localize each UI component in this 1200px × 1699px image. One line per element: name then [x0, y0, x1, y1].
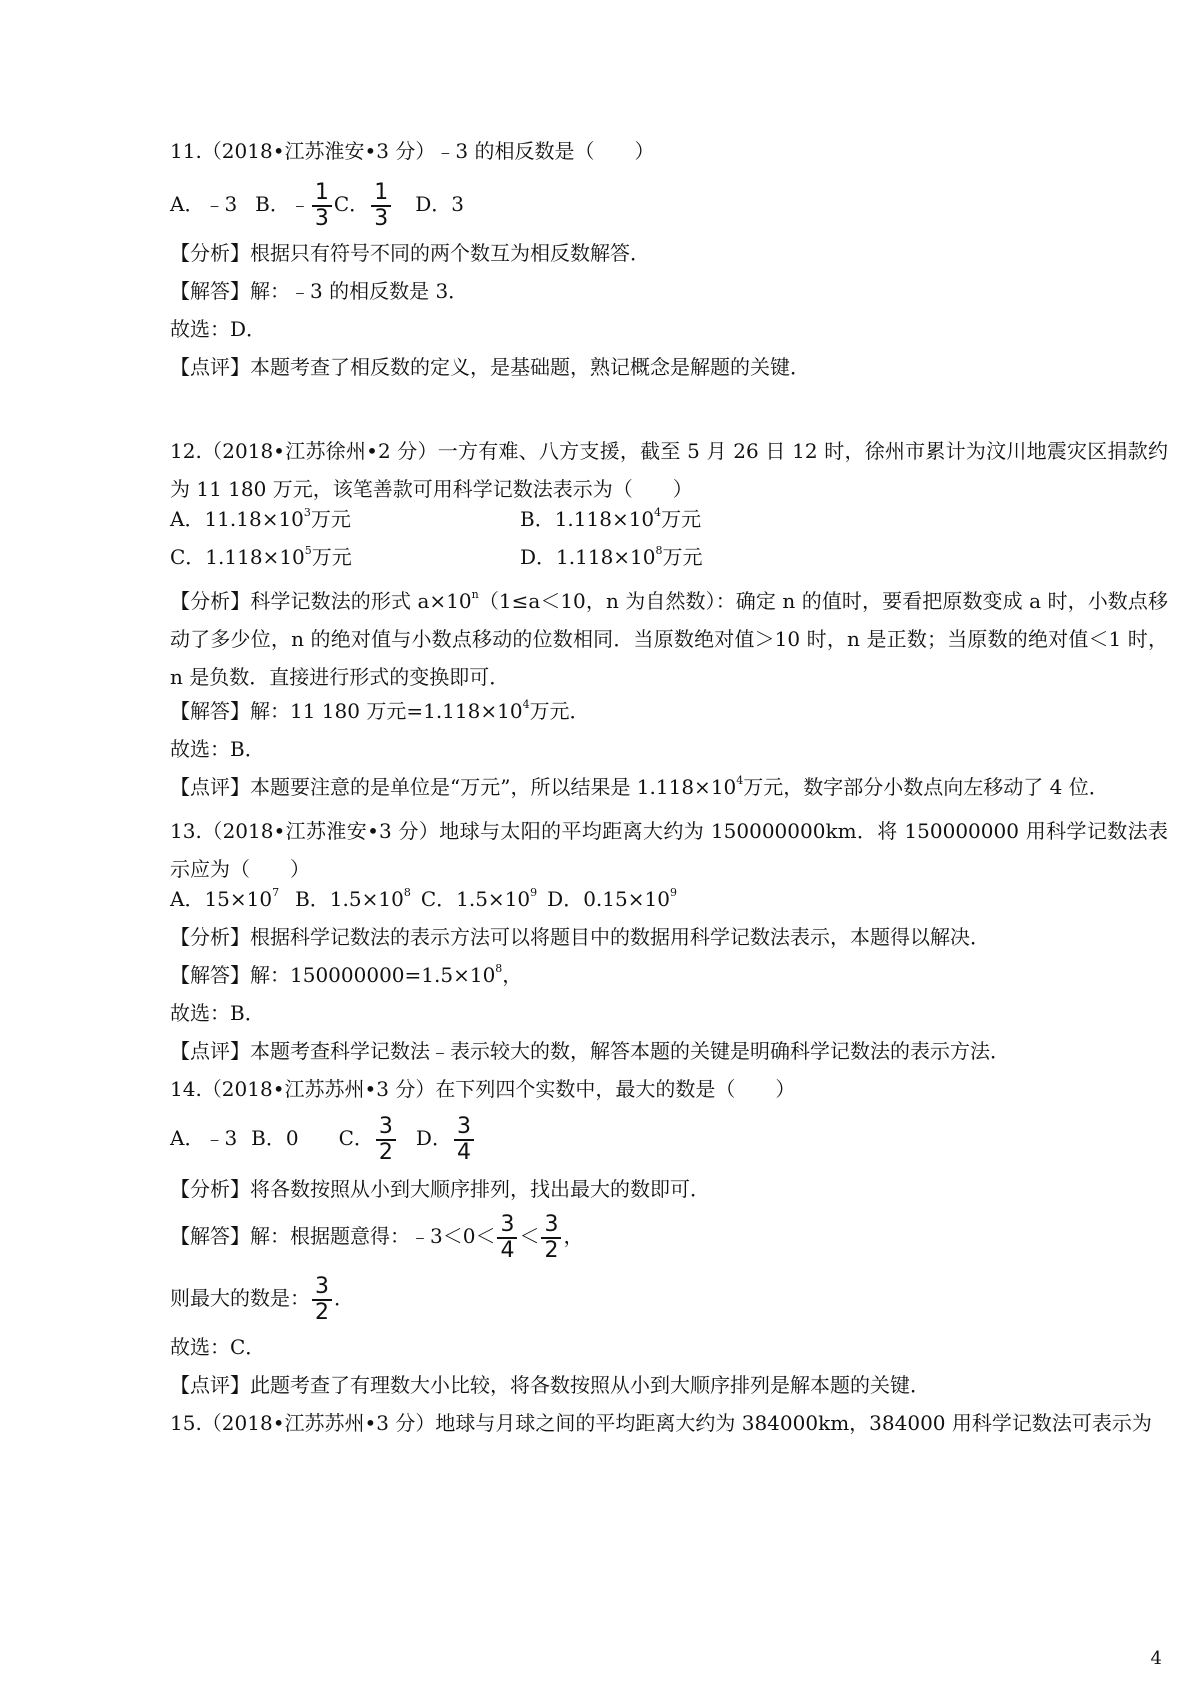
q14-answer-fraction-1: [497, 1213, 517, 1263]
fraction-numerator: 3: [541, 1213, 561, 1239]
fraction-numerator: 3: [497, 1213, 517, 1239]
q14-option-d-label: D．: [415, 1126, 452, 1150]
q13-option-a: A．$15\times 10^7$: [170, 886, 280, 911]
q14-option-c-fraction: [376, 1115, 396, 1165]
q12-stem: 12.（2018•江苏徐州•2 分）一方有难、八方支援，截至 5 月 26 日 12 时，徐州市累计为汶川地震灾区捐款约为 11 180 万元，该笔善款可用科学记数法表示为（ ）: [170, 439, 1168, 501]
fraction-denominator: 2: [315, 1299, 329, 1325]
q13-option-d: D．$0.15\times 10^9$: [547, 886, 677, 911]
q14-choice: 故选：C．: [170, 1335, 266, 1359]
q14-option-b: B．0: [251, 1126, 299, 1150]
q12-option-d: D．$1.118\times 10^8$万元: [520, 544, 703, 569]
q11-analysis: 【分析】根据只有符号不同的两个数互为相反数解答．: [170, 241, 650, 265]
q12-option-a: A．$11.18\times 10^3$万元: [170, 506, 351, 531]
fraction-numerator: 1: [312, 181, 332, 207]
q11-option-d: D．3: [415, 192, 464, 216]
q12-options-row2: [170, 544, 1168, 570]
q11-stem: 11.（2018•江苏淮安•3 分）﹣3 的相反数是（ ）: [170, 139, 655, 163]
q14-answer-fraction-2: [541, 1213, 561, 1263]
q11-answer: 【解答】解：﹣3 的相反数是 3．: [170, 279, 469, 303]
q14-max-fraction: [312, 1275, 332, 1325]
q11-option-c-fraction: [371, 181, 391, 231]
page-number: 4: [1150, 1648, 1162, 1669]
q11-option-c-label: C．: [333, 192, 370, 216]
fraction-numerator: 1: [371, 181, 391, 207]
q14-max: 则最大的数是： $\frac{3}{2}$ ．: [170, 1273, 354, 1325]
q12-comment: 【点评】本题要注意的是单位是“万元”，所以结果是 $1.118\times 10^4$万元，数字部分小数点向左移动了 4 位．: [170, 774, 1109, 799]
fraction-numerator: 3: [376, 1115, 396, 1141]
q13-stem: 13.（2018•江苏淮安•3 分）地球与太阳的平均距离大约为 150000000km．将 150000000 用科学记数法表示应为（ ）: [170, 819, 1168, 881]
q14-option-a: A．﹣3: [170, 1126, 238, 1150]
fraction-denominator: 4: [456, 1139, 471, 1165]
q11-choice: 故选：D．: [170, 317, 267, 341]
q14-comment: 【点评】此题考查了有理数大小比较，将各数按照从小到大顺序排列是解本题的关键．: [170, 1373, 930, 1397]
fraction-denominator: 2: [378, 1139, 393, 1165]
q13-answer: 【解答】解：$150000000=1.5\times 10^8$，: [170, 962, 523, 987]
q15-stem: 15.（2018•江苏苏州•3 分）地球与月球之间的平均距离大约为 384000km，384000 用科学记数法可表示为: [170, 1411, 1152, 1435]
q12-options-row1: [170, 506, 1168, 532]
fraction-denominator: 2: [544, 1237, 559, 1263]
q13-option-c: C．$1.5\times 10^9$: [420, 886, 538, 911]
q12-analysis: 【分析】科学记数法的形式 $a\times 10^n(1\le a<10$，n 为自然数）：确定 n 的值时，要看把原数变成 a 时，小数点移动了多少位，n 的绝对值与小数点移动的位数相同．当原数绝对值＞10 时，n 是正数；当原数的绝对值＜1 时，n 是负数．直接进行形式的变换即可．: [170, 588, 1168, 689]
q11-option-b-sign: ﹣: [289, 192, 310, 216]
q11-option-a: A．﹣3: [170, 192, 238, 216]
q11-option-b-fraction: [312, 181, 332, 231]
q13-choice: 故选：B．: [170, 1001, 265, 1025]
fraction-denominator: 4: [500, 1237, 515, 1263]
q14-option-d-fraction: [454, 1115, 474, 1165]
q13-comment: 【点评】本题考查科学记数法﹣表示较大的数，解答本题的关键是明确科学记数法的表示方法．: [170, 1039, 1010, 1063]
q11-option-b-label: B．: [255, 192, 290, 216]
q12-option-b: B．$1.118\times 10^4$万元: [520, 506, 702, 531]
q11-options: [170, 178, 1168, 230]
fraction-numerator: 3: [454, 1115, 474, 1141]
q11-comment: 【点评】本题考查了相反数的定义，是基础题，熟记概念是解题的关键．: [170, 355, 810, 379]
q14-stem: 14.（2018•江苏苏州•3 分）在下列四个实数中，最大的数是（ ）: [170, 1077, 796, 1101]
q13-analysis: 【分析】根据科学记数法的表示方法可以将题目中的数据用科学记数法表示，本题得以解决．: [170, 925, 990, 949]
fraction-numerator: 3: [312, 1275, 332, 1301]
q14-options: [170, 1112, 1168, 1164]
q12-option-c: C．$1.118\times 10^5$万元: [170, 544, 352, 569]
q14-analysis: 【分析】将各数按照从小到大顺序排列，找出最大的数即可．: [170, 1177, 710, 1201]
fraction-denominator: 3: [374, 205, 389, 231]
q14-answer: 【解答】解：根据题意得：﹣3＜0＜ $\frac{3}{4}$ ＜ $\frac{3}{2}$ ，: [170, 1211, 584, 1263]
q13-option-b: B．$1.5\times 10^8$: [295, 886, 411, 911]
q14-option-c-label: C．: [338, 1126, 374, 1150]
q12-answer: 【解答】解：11 180 万元$=1.118\times 10^4$万元．: [170, 698, 590, 723]
q13-options: [170, 886, 1168, 912]
fraction-denominator: 3: [314, 205, 329, 231]
q12-choice: 故选：B．: [170, 737, 265, 761]
